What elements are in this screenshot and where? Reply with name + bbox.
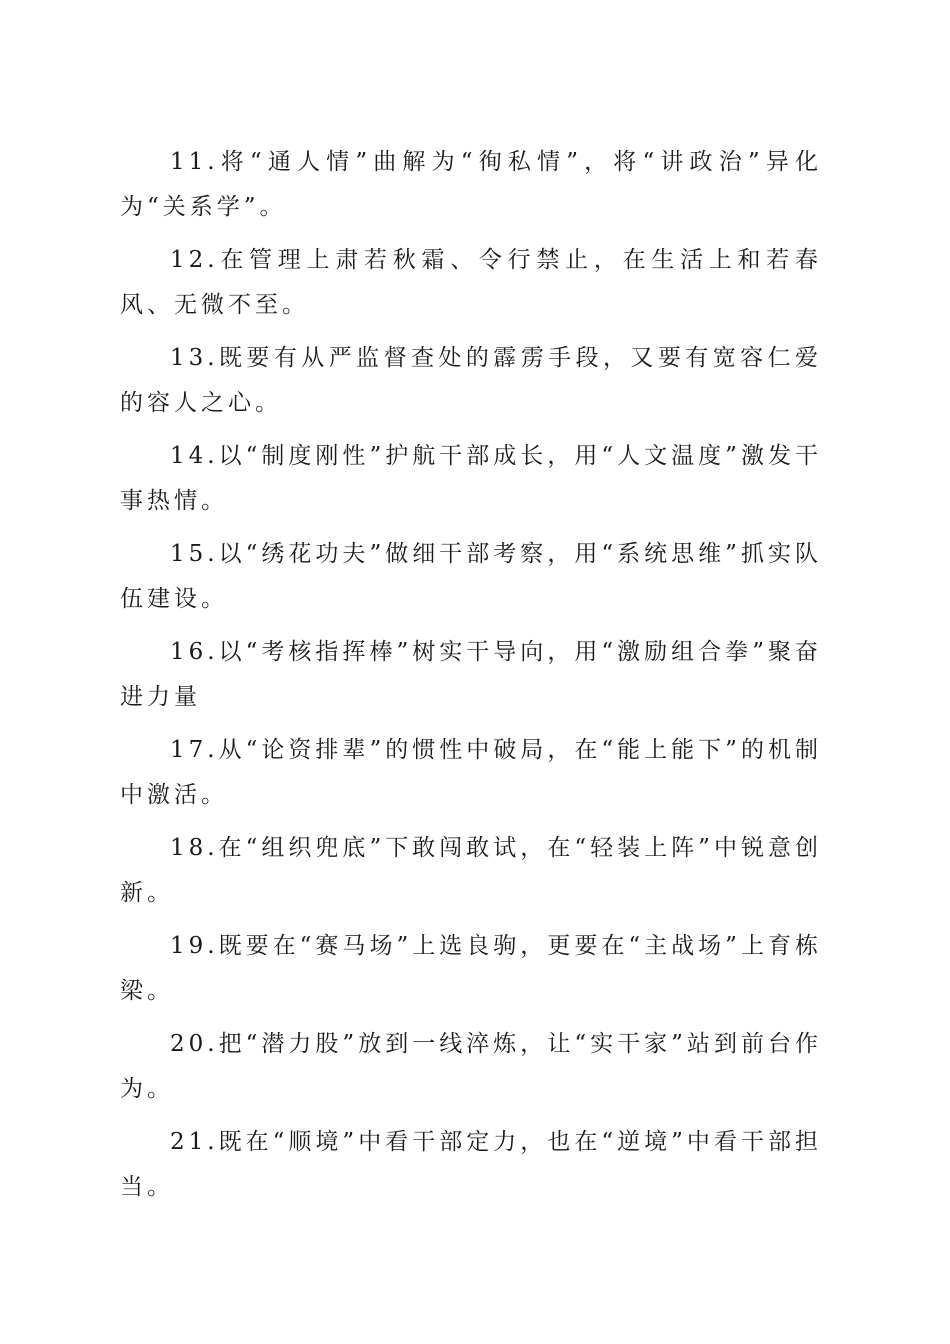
item-text: 以“绣花功夫”做细干部考察，用“系统思维”抓实队伍建设。 bbox=[120, 541, 822, 612]
list-item bbox=[120, 630, 822, 720]
item-number: 16. bbox=[170, 639, 219, 665]
item-number: 13. bbox=[170, 345, 219, 371]
item-text: 既要在“赛马场”上选良驹，更要在“主战场”上育栋梁。 bbox=[120, 933, 822, 1004]
list-item bbox=[120, 532, 822, 622]
item-number: 15. bbox=[170, 541, 219, 567]
item-number: 19. bbox=[170, 933, 219, 959]
list-item bbox=[120, 1022, 822, 1112]
item-text: 以“制度刚性”护航干部成长，用“人文温度”激发干事热情。 bbox=[120, 443, 822, 514]
item-number: 12. bbox=[170, 247, 219, 273]
item-text: 以“考核指挥棒”树实干导向，用“激励组合拳”聚奋进力量 bbox=[120, 639, 822, 710]
item-number: 14. bbox=[170, 443, 219, 469]
item-text: 在管理上肃若秋霜、令行禁止，在生活上和若春风、无微不至。 bbox=[120, 247, 822, 318]
list-item bbox=[120, 434, 822, 524]
list-item bbox=[120, 728, 822, 818]
item-text: 既在“顺境”中看干部定力，也在“逆境”中看干部担当。 bbox=[120, 1129, 822, 1200]
item-number: 21. bbox=[170, 1129, 219, 1155]
list-item bbox=[120, 336, 822, 426]
item-number: 18. bbox=[170, 835, 219, 861]
list-item bbox=[120, 140, 822, 230]
item-text: 在“组织兜底”下敢闯敢试，在“轻装上阵”中锐意创新。 bbox=[120, 835, 822, 906]
list-item bbox=[120, 826, 822, 916]
list-item bbox=[120, 924, 822, 1014]
list-item bbox=[120, 238, 822, 328]
item-text: 将“通人情”曲解为“徇私情”，将“讲政治”异化为“关系学”。 bbox=[120, 149, 822, 220]
item-text: 把“潜力股”放到一线淬炼，让“实干家”站到前台作为。 bbox=[120, 1031, 822, 1102]
item-text: 既要有从严监督查处的霹雳手段，又要有宽容仁爱的容人之心。 bbox=[120, 345, 822, 416]
item-number: 11. bbox=[170, 149, 219, 175]
item-number: 17. bbox=[170, 737, 219, 763]
list-item bbox=[120, 1120, 822, 1210]
item-number: 20. bbox=[170, 1031, 219, 1057]
document-page bbox=[120, 140, 822, 1218]
item-text: 从“论资排辈”的惯性中破局，在“能上能下”的机制中激活。 bbox=[120, 737, 822, 808]
